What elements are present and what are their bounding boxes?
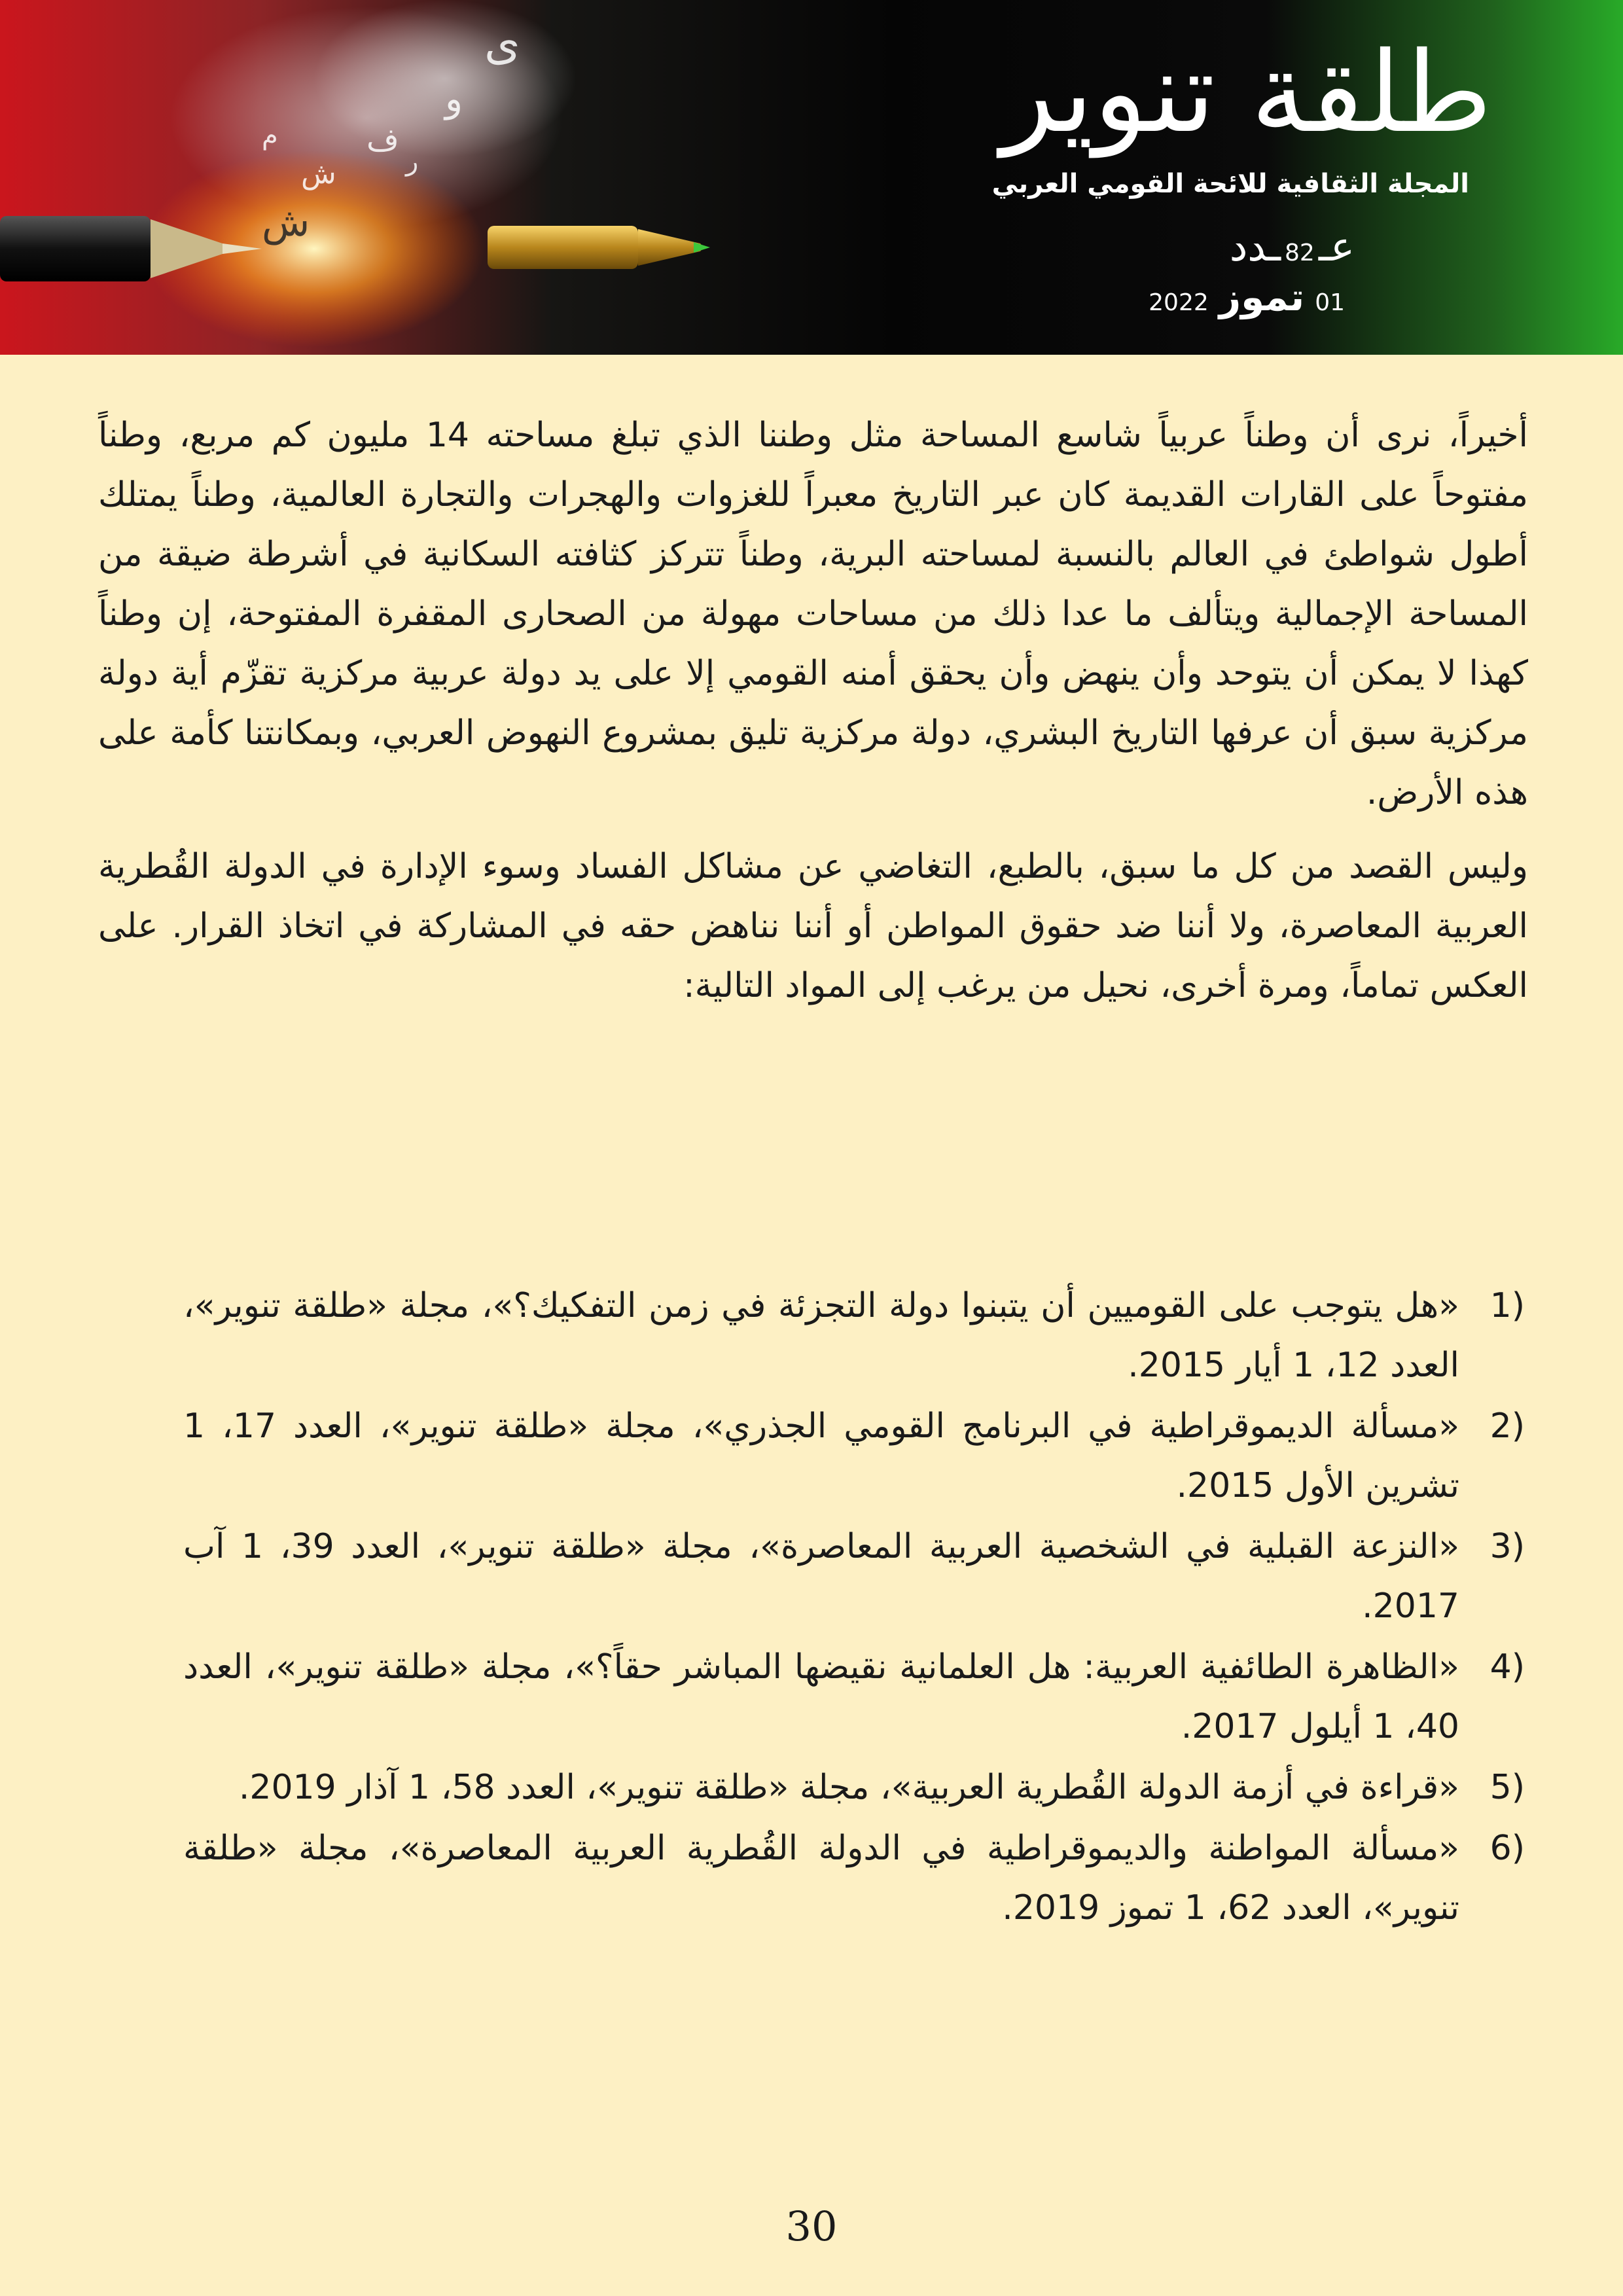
- reference-text: «مسألة المواطنة والديموقراطية في الدولة القُطرية العربية المعاصرة»، مجلة «طلقة تنوير»، العدد 62، 1 تموز 2019.: [183, 1829, 1459, 1928]
- reference-text: «مسألة الديموقراطية في البرنامج القومي الجذري»، مجلة «طلقة تنوير»، العدد 17، 1 تشرين الأول 2015.: [183, 1407, 1460, 1505]
- reference-number: 1): [1489, 1286, 1525, 1325]
- issue-date: [1149, 275, 1345, 319]
- svg-text:ر: ر: [406, 147, 419, 177]
- page-number: 30: [785, 2202, 838, 2250]
- magazine-header: [0, 0, 1623, 355]
- reference-item: [183, 1638, 1525, 1757]
- article-paragraph: وليس القصد من كل ما سبق، بالطبع، التغاضي عن مشاكل الفساد وسوء الإدارة في الدولة القُطرية العربية المعاصرة، ولا أننا ضد حقوق المواطن أو أننا نناهض حقه في المشاركة في اتخاذ القرار. على العكس تماماً، ومرة أخرى، نحيل من يرغب إلى المواد التالية:: [98, 847, 1528, 1005]
- issue-date-year: 2022: [1149, 289, 1209, 316]
- reference-item: [183, 1758, 1525, 1818]
- reference-number: 5): [1489, 1768, 1525, 1807]
- reference-item: [183, 1517, 1525, 1636]
- reference-item: [183, 1819, 1525, 1938]
- magazine-subtitle: المجلة الثقافية للائحة القومي العربي: [991, 169, 1469, 199]
- svg-text:و: و: [445, 78, 463, 120]
- reference-number: 3): [1489, 1527, 1525, 1566]
- reference-item: [183, 1276, 1525, 1395]
- reference-text: «هل يتوجب على القوميين أن يتبنوا دولة التجزئة في زمن التفكيك؟»، مجلة «طلقة تنوير»، العدد 12، 1 أيار 2015.: [183, 1286, 1459, 1385]
- svg-text:ش: ش: [262, 200, 310, 245]
- reference-number: 6): [1489, 1829, 1525, 1868]
- issue-date-month: تموز: [1219, 275, 1305, 319]
- reference-text: «الظاهرة الطائفية العربية: هل العلمانية نقيضها المباشر حقاً؟»، مجلة «طلقة تنوير»، العدد 40، 1 أيلول 2017.: [183, 1647, 1459, 1746]
- svg-text:ى: ى: [484, 16, 520, 70]
- article-paragraph: أخيراً، نرى أن وطناً عربياً شاسع المساحة مثل وطننا الذي تبلغ مساحته 14 مليون كم مربع، وطناً مفتوحاً على القارات القديمة كان عبر التاريخ معبراً للغزوات والهجرات والتجارة العالمية، وطناً يمتلك أطول شواطئ في العالم بالنسبة لمساحته البرية، وطناً تتركز كثافته السكانية في أشرطة ضيقة من المساحة الإجمالية ويتألف ما عدا ذلك من مساحات مهولة من الصحارى المقفرة المفتوحة، إن وطناً كهذا لا يمكن أن يتوحد وأن ينهض وأن يحقق أمنه القومي إلا على يد دولة عربية مركزية تقزّم أية دولة مركزية سبق أن عرفها التاريخ البشري، دولة مركزية تليق بمشروع النهوض العربي، وبمكانتنا كأمة على هذه الأرض.: [98, 416, 1528, 812]
- svg-text:م: م: [262, 120, 278, 151]
- svg-text:ف: ف: [366, 122, 399, 158]
- reference-number: 4): [1489, 1647, 1525, 1687]
- article-body: [98, 406, 1528, 1030]
- issue-number-value: 82: [1285, 240, 1315, 266]
- issue-label-end: ـدد: [1229, 223, 1281, 270]
- reference-text: «قراءة في أزمة الدولة القُطرية العربية»، مجلة «طلقة تنوير»، العدد 58، 1 آذار 2019.: [238, 1768, 1459, 1807]
- reference-list: [183, 1276, 1525, 1939]
- issue-label-start: عـ: [1318, 223, 1355, 270]
- reference-number: 2): [1489, 1407, 1525, 1446]
- issue-number: [1230, 223, 1355, 270]
- svg-text:ش: ش: [301, 157, 336, 190]
- reference-item: [183, 1397, 1525, 1516]
- magazine-title: طلقة تنوير: [1001, 28, 1492, 158]
- reference-text: «النزعة القبلية في الشخصية العربية المعاصرة»، مجلة «طلقة تنوير»، العدد 39، 1 آب 2017.: [183, 1527, 1460, 1626]
- issue-date-day: 01: [1315, 289, 1345, 316]
